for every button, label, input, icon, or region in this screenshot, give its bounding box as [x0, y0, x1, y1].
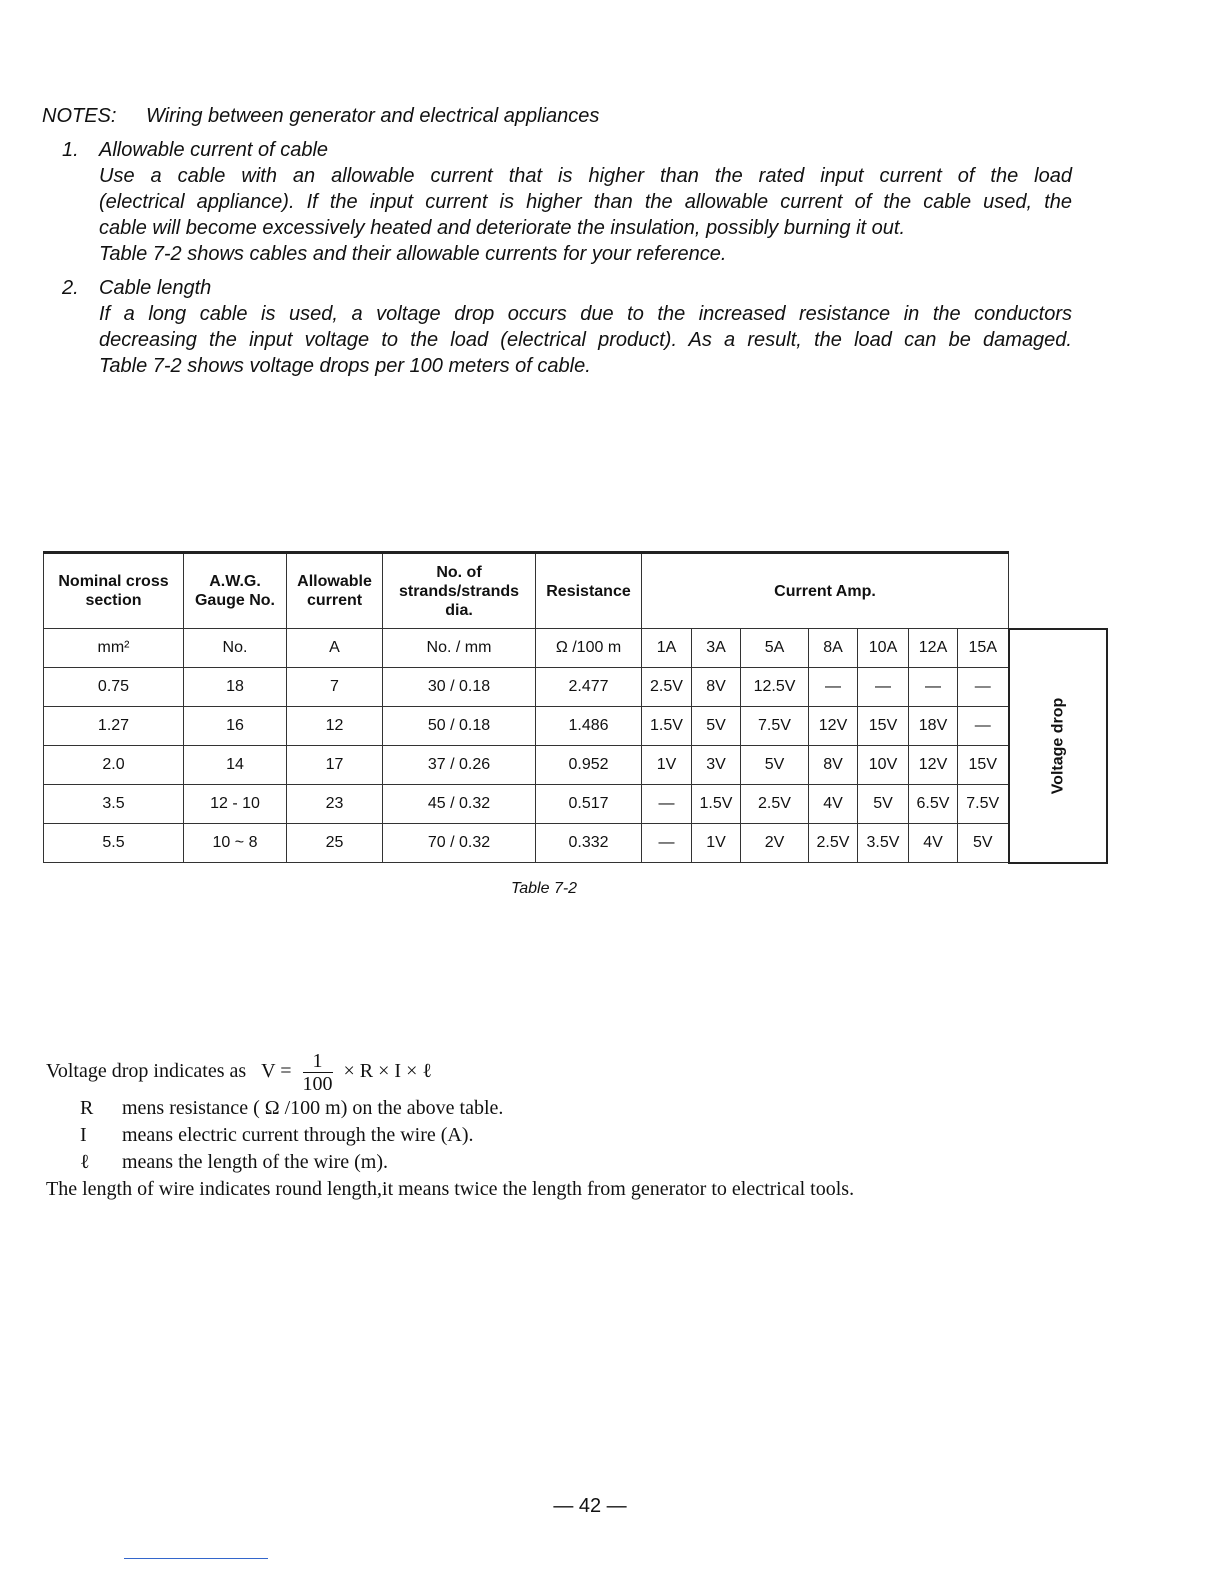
definition-i: [46, 1122, 1166, 1149]
formula-line: [46, 1050, 1166, 1095]
unit-cell: No. / mm: [383, 629, 536, 668]
table-cell: 0.952: [536, 746, 642, 785]
note-item-allowable-current: [42, 137, 1072, 267]
header-nominal: Nominal cross section: [44, 553, 184, 629]
table-cell: —: [642, 824, 692, 863]
table-cell: 10V: [858, 746, 909, 785]
table-cell: 7.5V: [958, 785, 1009, 824]
table-row: [44, 707, 1108, 746]
table-cell: 3.5V: [858, 824, 909, 863]
table-cell: 2.0: [44, 746, 184, 785]
voltage-drop-label: Voltage drop: [1048, 697, 1066, 794]
table-cell: 8V: [692, 668, 741, 707]
table-cell: 25: [287, 824, 383, 863]
table-cell: 5V: [692, 707, 741, 746]
header-resistance: Resistance: [536, 553, 642, 629]
page-number: — 42 —: [553, 1495, 627, 1517]
note-line: Use a cable with an allowable current that is higher than the rated input current of the load: [99, 165, 1072, 187]
table-cell: —: [809, 668, 858, 707]
note-line: cable will become excessively heated and deteriorate the insulation, possibly burning it out.: [99, 217, 906, 239]
cable-table-wrapper: [43, 551, 1108, 864]
definition-symbol: ℓ: [80, 1151, 90, 1173]
table-cell: 17: [287, 746, 383, 785]
table-cell: 15V: [958, 746, 1009, 785]
table-cell: 15V: [858, 707, 909, 746]
table-row: [44, 746, 1108, 785]
table-row: [44, 785, 1108, 824]
unit-cell: 12A: [909, 629, 958, 668]
table-cell: —: [858, 668, 909, 707]
formula-section: [46, 1050, 1166, 1203]
table-cell: —: [958, 668, 1009, 707]
table-cell: 12V: [809, 707, 858, 746]
note-line: Table 7-2 shows cables and their allowable currents for your reference.: [99, 243, 727, 265]
note-line: If a long cable is used, a voltage drop occurs due to the increased resistance in the conductors: [99, 303, 1072, 325]
table-cell: 1.486: [536, 707, 642, 746]
table-cell: 1.5V: [642, 707, 692, 746]
table-cell: 2V: [741, 824, 809, 863]
table-cell: 12 - 10: [184, 785, 287, 824]
table-cell: 12V: [909, 746, 958, 785]
note-line: decreasing the input voltage to the load (electrical product). As a result, the load can be damaged.: [99, 329, 1072, 351]
table-cell: —: [909, 668, 958, 707]
table-cell: 23: [287, 785, 383, 824]
note-heading: Cable length: [99, 277, 212, 299]
unit-cell: 1A: [642, 629, 692, 668]
unit-cell: Ω /100 m: [536, 629, 642, 668]
formula-prefix: Voltage drop indicates as: [46, 1060, 247, 1083]
notes-label: NOTES:: [42, 105, 117, 127]
fraction-numerator: 1: [303, 1050, 333, 1073]
note-item-cable-length: [42, 275, 1072, 379]
table-cell: 12: [287, 707, 383, 746]
table-cell: 1V: [692, 824, 741, 863]
table-cell: 16: [184, 707, 287, 746]
notes-heading: [42, 103, 1072, 129]
table-cell: 2.5V: [741, 785, 809, 824]
definition-text: means electric current through the wire (A).: [122, 1124, 474, 1146]
table-cell: 3V: [692, 746, 741, 785]
definition-symbol: I: [80, 1124, 87, 1146]
table-cell: 5V: [858, 785, 909, 824]
header-awg: A.W.G. Gauge No.: [184, 553, 287, 629]
table-cell: 18: [184, 668, 287, 707]
table-cell: 10 ~ 8: [184, 824, 287, 863]
table-caption: Table 7-2: [510, 880, 578, 897]
table-cell: 7.5V: [741, 707, 809, 746]
table-cell: 1.5V: [692, 785, 741, 824]
unit-cell: 15A: [958, 629, 1009, 668]
table-cell: 14: [184, 746, 287, 785]
note-line: Table 7-2 shows voltage drops per 100 meters of cable.: [99, 355, 591, 377]
table-cell: 8V: [809, 746, 858, 785]
table-header-row: [44, 553, 1108, 629]
formula-rhs: × R × I × ℓ: [343, 1060, 432, 1083]
table-cell: 50 / 0.18: [383, 707, 536, 746]
table-cell: 37 / 0.26: [383, 746, 536, 785]
table-cell: 6.5V: [909, 785, 958, 824]
unit-cell: 5A: [741, 629, 809, 668]
table-cell: 1V: [642, 746, 692, 785]
table-cell: 5V: [741, 746, 809, 785]
notes-section: [42, 103, 1072, 379]
formula-fraction: [303, 1050, 333, 1095]
table-cell: —: [958, 707, 1009, 746]
header-spacer: [1009, 553, 1108, 629]
table-cell: 4V: [809, 785, 858, 824]
definition-symbol: R: [80, 1097, 94, 1119]
table-cell: 2.477: [536, 668, 642, 707]
note-number: 1.: [62, 139, 79, 161]
table-cell: 0.75: [44, 668, 184, 707]
unit-cell: No.: [184, 629, 287, 668]
table-cell: 7: [287, 668, 383, 707]
unit-cell: 10A: [858, 629, 909, 668]
definition-r: [46, 1095, 1166, 1122]
fraction-denominator: 100: [302, 1073, 333, 1095]
definition-text: means the length of the wire (m).: [122, 1151, 389, 1173]
header-allowable: Allowable current: [287, 553, 383, 629]
table-cell: 0.517: [536, 785, 642, 824]
table-cell: —: [642, 785, 692, 824]
table-cell: 5.5: [44, 824, 184, 863]
formula-lhs: V =: [261, 1060, 292, 1083]
notes-title: Wiring between generator and electrical appliances: [146, 105, 600, 127]
unit-cell: 3A: [692, 629, 741, 668]
table-cell: 2.5V: [642, 668, 692, 707]
table-cell: 30 / 0.18: [383, 668, 536, 707]
voltage-drop-label-cell: [1009, 629, 1108, 863]
unit-cell: 8A: [809, 629, 858, 668]
table-cell: 5V: [958, 824, 1009, 863]
table-cell: 0.332: [536, 824, 642, 863]
header-current-amp: Current Amp.: [642, 553, 1009, 629]
table-cell: 12.5V: [741, 668, 809, 707]
note-number: 2.: [62, 277, 79, 299]
note-heading: Allowable current of cable: [99, 139, 329, 161]
table-cell: 70 / 0.32: [383, 824, 536, 863]
table-row: [44, 668, 1108, 707]
footer-divider: [124, 1558, 268, 1559]
cable-table: [43, 551, 1108, 864]
table-row: [44, 824, 1108, 863]
table-cell: 3.5: [44, 785, 184, 824]
table-cell: 4V: [909, 824, 958, 863]
table-cell: 1.27: [44, 707, 184, 746]
note-line: (electrical appliance). If the input current is higher than the allowable current of the cable used, the: [99, 191, 1072, 213]
header-strands: No. of strands/strands dia.: [383, 553, 536, 629]
formula-footer: The length of wire indicates round length,it means twice the length from generator to electrical tools.: [46, 1178, 855, 1200]
table-cell: 18V: [909, 707, 958, 746]
unit-cell: mm²: [44, 629, 184, 668]
definition-l: [46, 1149, 1166, 1176]
unit-cell: A: [287, 629, 383, 668]
table-cell: 45 / 0.32: [383, 785, 536, 824]
table-cell: 2.5V: [809, 824, 858, 863]
table-units-row: [44, 629, 1108, 668]
definition-text: mens resistance ( Ω /100 m) on the above table.: [122, 1097, 504, 1119]
